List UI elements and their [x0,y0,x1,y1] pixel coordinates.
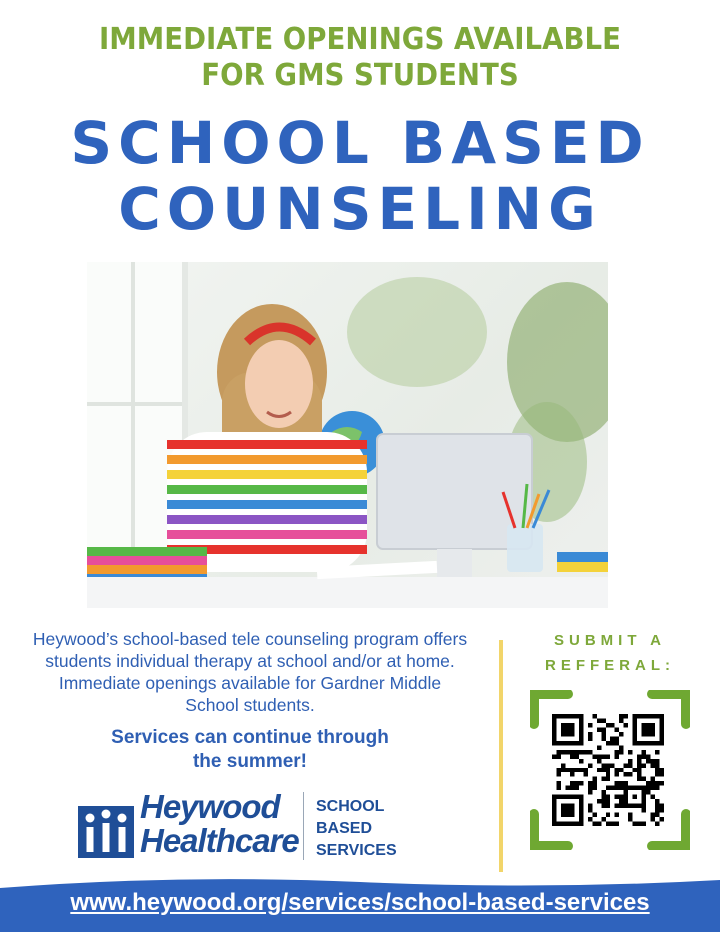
vertical-divider [499,640,503,872]
submit-line-2: REFFERAL: [545,657,675,674]
school-based-services-label [316,796,397,862]
logo-separator [303,792,304,860]
photo-illustration [87,262,608,608]
heywood-healthcare-wordmark [140,790,299,858]
wordmark-line-1: Heywood [140,788,280,825]
summer-services-note [30,726,470,774]
sbs-line-1: SCHOOL [316,798,385,815]
title-line-1: SCHOOL BASED [70,109,650,177]
submit-line-1: SUBMIT A [554,632,666,649]
submit-referral-heading [520,628,700,678]
title-line-2: COUNSELING [118,175,602,243]
sbs-line-2: BASED [316,820,373,837]
headline-line-1: IMMEDIATE OPENINGS AVAILABLE [99,22,621,57]
heywood-logo-icon [78,798,134,858]
headline-line-2: FOR GMS STUDENTS [201,58,519,93]
wordmark-line-2: Healthcare [140,822,299,859]
qr-code-icon[interactable] [552,714,664,826]
website-link[interactable]: www.heywood.org/services/school-based-services [70,889,650,916]
sbs-line-3: SERVICES [316,842,397,859]
program-description: Heywood’s school-based tele counseling program offers students individual therapy at school and/or at home. Immediate openings available for Gardner Middle School students. [32,629,468,715]
summer-note-line-1: Services can continue through [111,727,389,748]
girl-at-computer-photo [87,262,608,608]
summer-note-line-2: the summer! [192,751,308,772]
